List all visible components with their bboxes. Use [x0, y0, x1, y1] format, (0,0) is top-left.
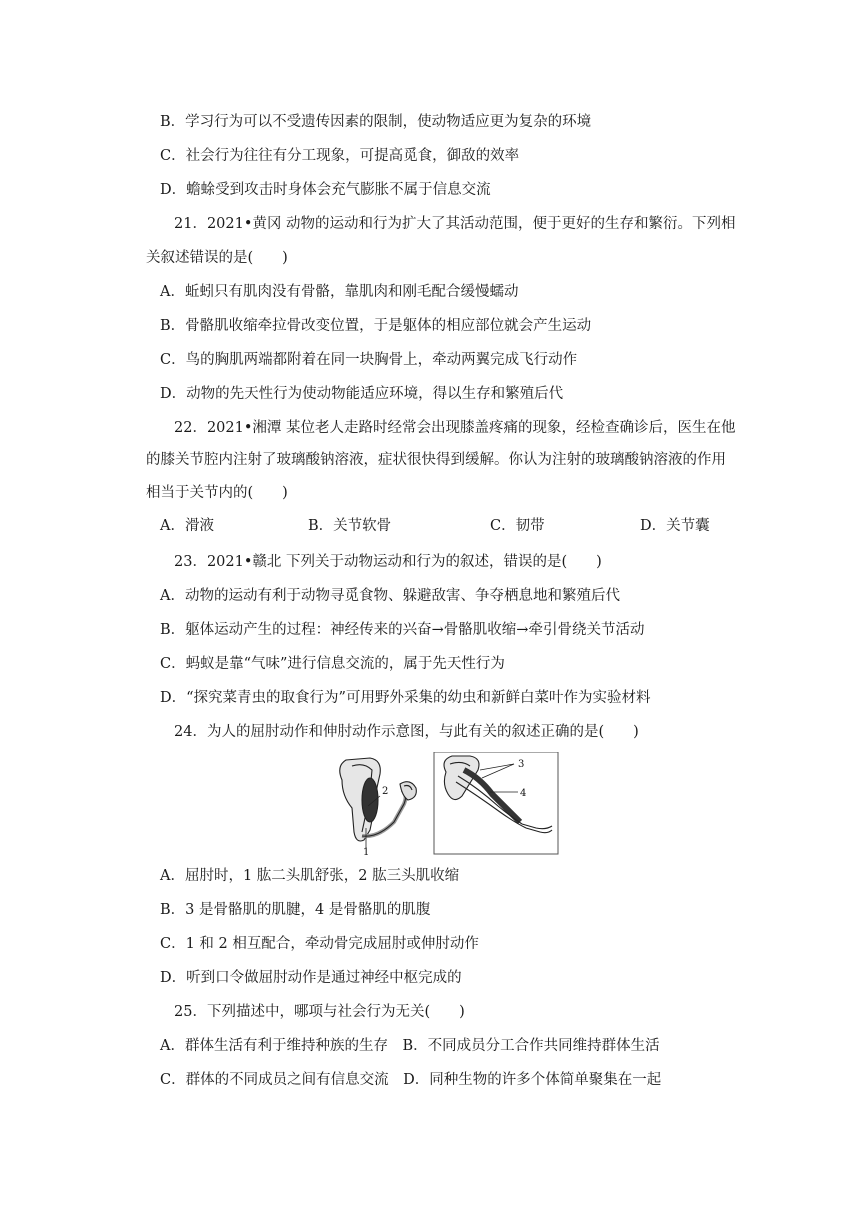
q20-option-d: D．蟾蜍受到攻击时身体会充气膨胀不属于信息交流 [160, 182, 491, 198]
q22-stem-line3: 相当于关节内的( ) [146, 485, 288, 501]
q24-option-b: B．3 是骨骼肌的肌腱，4 是骨骼肌的肌腹 [160, 902, 431, 918]
q22-option-b: B．关节软骨 [308, 518, 392, 534]
figure-label-3: 3 [518, 759, 525, 770]
q22-option-d: D．关节囊 [640, 518, 710, 534]
q20-option-b: B．学习行为可以不受遗传因素的限制，使动物适应更为复杂的环境 [160, 114, 592, 130]
q22-stem-line2: 的膝关节腔内注射了玻璃酸钠溶液，症状很快得到缓解。你认为注射的玻璃酸钠溶液的作用 [146, 452, 726, 468]
q23-option-c: C．蚂蚁是靠“气味”进行信息交流的，属于先天性行为 [160, 656, 505, 672]
q23-option-b: B．躯体运动产生的过程：神经传来的兴奋→骨骼肌收缩→牵引骨绕关节活动 [160, 622, 645, 638]
figure-label-2: 2 [382, 786, 389, 797]
q25-stem: 25．下列描述中，哪项与社会行为无关( ) [174, 1004, 465, 1020]
q21-stem-line2: 关叙述错误的是( ) [146, 250, 288, 266]
q21-option-d: D．动物的先天性行为使动物能适应环境，得以生存和繁殖后代 [160, 386, 564, 402]
arm-flexion-extension-figure [330, 752, 560, 856]
q24-option-d: D．听到口令做屈肘动作是通过神经中枢完成的 [160, 970, 462, 986]
q24-option-c: C．1 和 2 相互配合，牵动骨完成屈肘或伸肘动作 [160, 936, 479, 952]
q21-option-a: A．蚯蚓只有肌肉没有骨骼，靠肌肉和刚毛配合缓慢蠕动 [160, 284, 519, 300]
q24-option-a: A．屈肘时，1 肱二头肌舒张，2 肱三头肌收缩 [160, 868, 460, 884]
q23-option-d: D．“探究菜青虫的取食行为”可用野外采集的幼虫和新鲜白菜叶作为实验材料 [160, 690, 651, 706]
extended-arm-drawing [444, 756, 552, 833]
q23-option-a: A．动物的运动有利于动物寻觅食物、躲避敌害、争夺栖息地和繁殖后代 [160, 588, 620, 604]
q25-options-ab: A．群体生活有利于维持种族的生存 B．不同成员分工合作共同维持群体生活 [160, 1038, 660, 1054]
flexed-arm-drawing [340, 758, 417, 848]
q22-options [160, 516, 720, 536]
q24-stem: 24．为人的屈肘动作和伸肘动作示意图，与此有关的叙述正确的是( ) [174, 724, 639, 740]
q22-stem-line1: 22．2021•湘潭 某位老人走路时经常会出现膝盖疼痛的现象，经检查确诊后，医生在他 [174, 420, 736, 436]
q21-stem-line1: 21．2021•黄冈 动物的运动和行为扩大了其活动范围，便于更好的生存和繁衍。下列相 [174, 216, 736, 232]
q23-stem: 23．2021•赣北 下列关于动物运动和行为的叙述，错误的是( ) [174, 554, 602, 570]
q22-option-c: C．韧带 [490, 518, 545, 534]
q21-option-b: B．骨骼肌收缩牵拉骨改变位置，于是躯体的相应部位就会产生运动 [160, 318, 592, 334]
q21-option-c: C．鸟的胸肌两端都附着在同一块胸骨上，牵动两翼完成飞行动作 [160, 352, 578, 368]
q20-option-c: C．社会行为往往有分工现象，可提高觅食，御敌的效率 [160, 148, 520, 164]
figure-label-4: 4 [520, 788, 527, 799]
figure-label-1: 1 [363, 847, 370, 856]
q22-option-a: A．滑液 [160, 518, 214, 534]
q25-options-cd: C．群体的不同成员之间有信息交流 D．同种生物的许多个体简单聚集在一起 [160, 1072, 662, 1088]
